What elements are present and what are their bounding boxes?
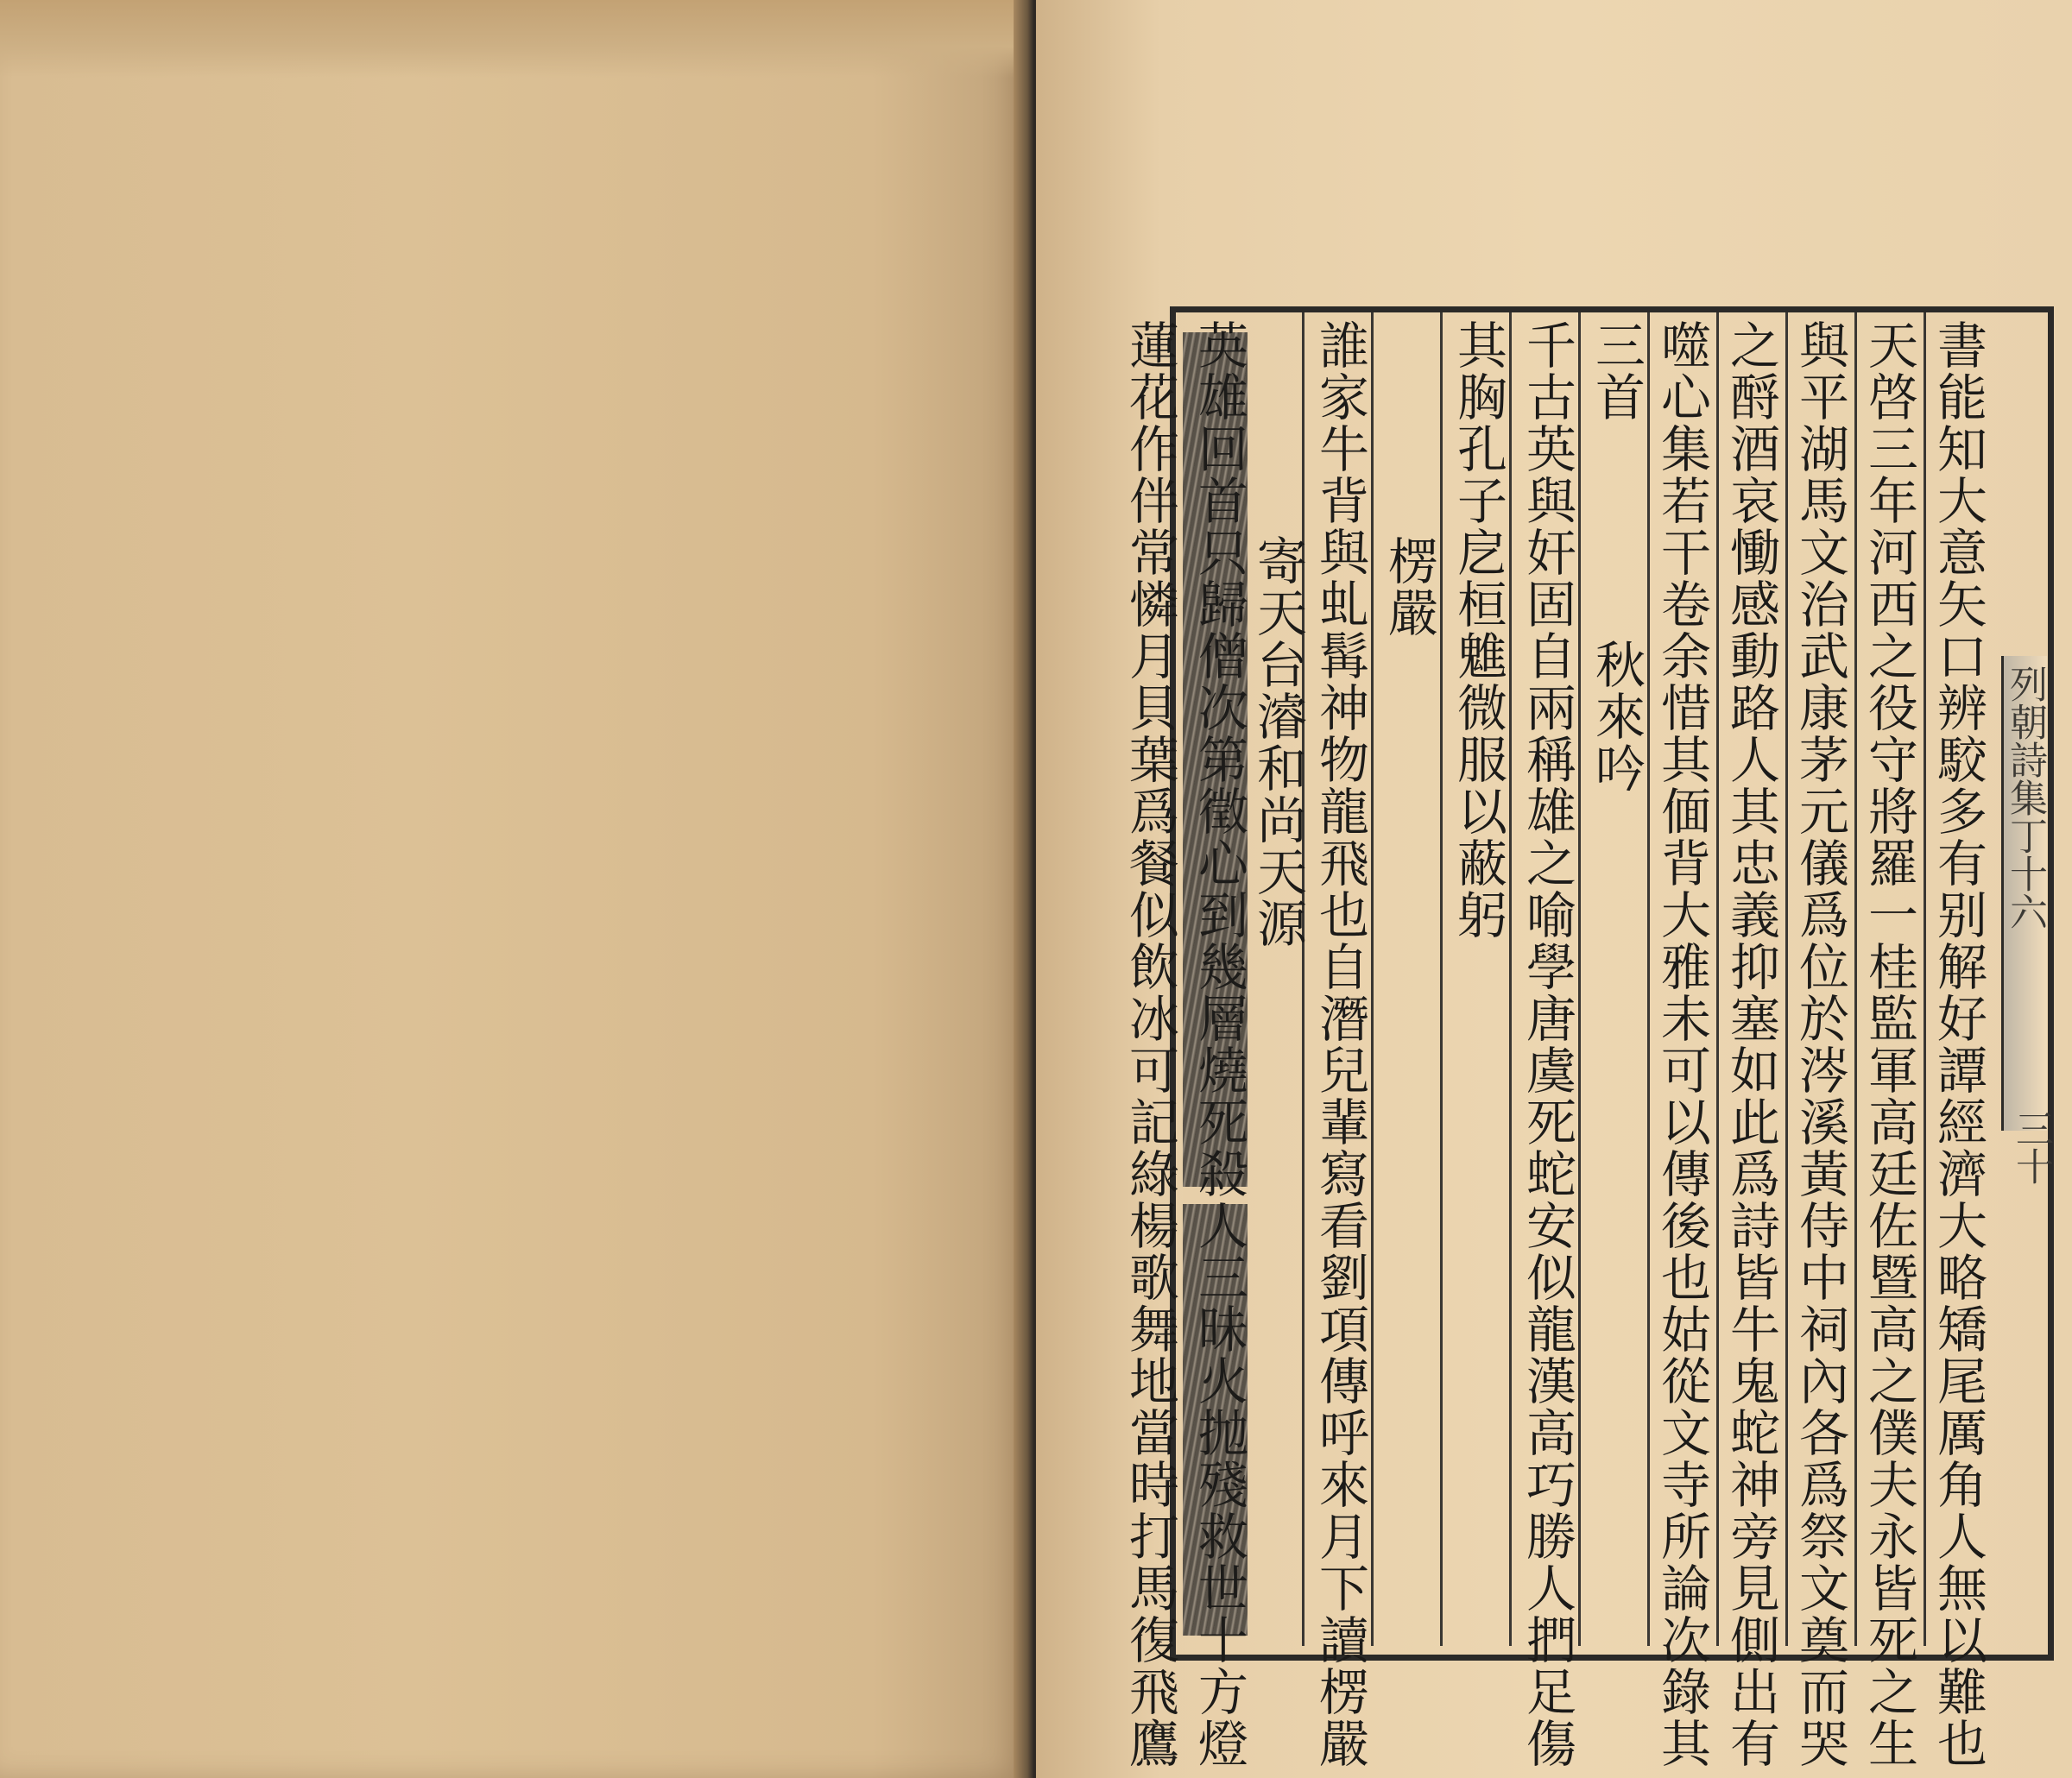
column-rule [1440,312,1443,1646]
column-rule [1647,312,1650,1646]
text-column-6: 三首 [1587,319,1646,423]
column-rule [1509,312,1512,1646]
text-column-11: 誰家牛背與虬髯神物龍飛也自潛兒輩寫看劉項傳呼來月下讀楞嚴 [1311,319,1369,1769]
column-rule [1785,312,1788,1646]
text-column-1: 書能知大意矢口辨駮多有别解好譚經濟大略矯尾厲角人無以難也 [1929,319,1987,1769]
text-column-8: 千古英與奸固自兩稱雄之喻學唐虞死蛇安似龍漢高巧勝人捫足傷 [1518,319,1576,1769]
text-column-2: 天啓三年河西之役守將羅一桂監軍高廷佐暨高之僕夫永皆死之生 [1860,319,1918,1769]
text-column-5: 噬心集若干卷余惜其偭背大雅未可以傳後也姑從文寺所論次錄其 [1652,319,1711,1769]
text-column-9: 其胸孔子戹桓魋微服以蔽躬 [1449,319,1507,941]
poem-title-tiantai: 寄天台濬和尚天源 [1248,432,1307,949]
folio-number: 三十 [2009,1109,2053,1185]
margin-title: 列朝詩集丁十六 [2003,665,2047,930]
column-rule [1578,312,1581,1646]
column-rule [1854,312,1857,1646]
text-column-3: 與平湖馬文治武康茅元儀爲位於涔溪黃侍中祠內各爲祭文奠而哭 [1791,319,1849,1769]
page-top-edge [0,0,1026,78]
text-column-13: 英雄回首只歸僧次第徵心到幾層燒死殺人三昧火抛殘救世十方燈 [1190,319,1248,1769]
column-rule [1371,312,1374,1646]
column-rule [1716,312,1719,1646]
poem-title-lengyan: 楞嚴 [1380,432,1438,639]
blank-left-page [0,0,1026,1778]
column-rule [1924,312,1926,1646]
text-column-14: 蓮花作伴常憐月貝葉爲餐似飲冰可記綠楊歌舞地當時打馬復飛鷹 [1121,319,1179,1769]
poem-title-qiulaiyin: 秋來吟 [1587,535,1646,794]
text-column-4: 之酹酒哀慟感動路人其忠義抑塞如此爲詩皆牛鬼蛇神旁見側出有 [1721,319,1780,1769]
